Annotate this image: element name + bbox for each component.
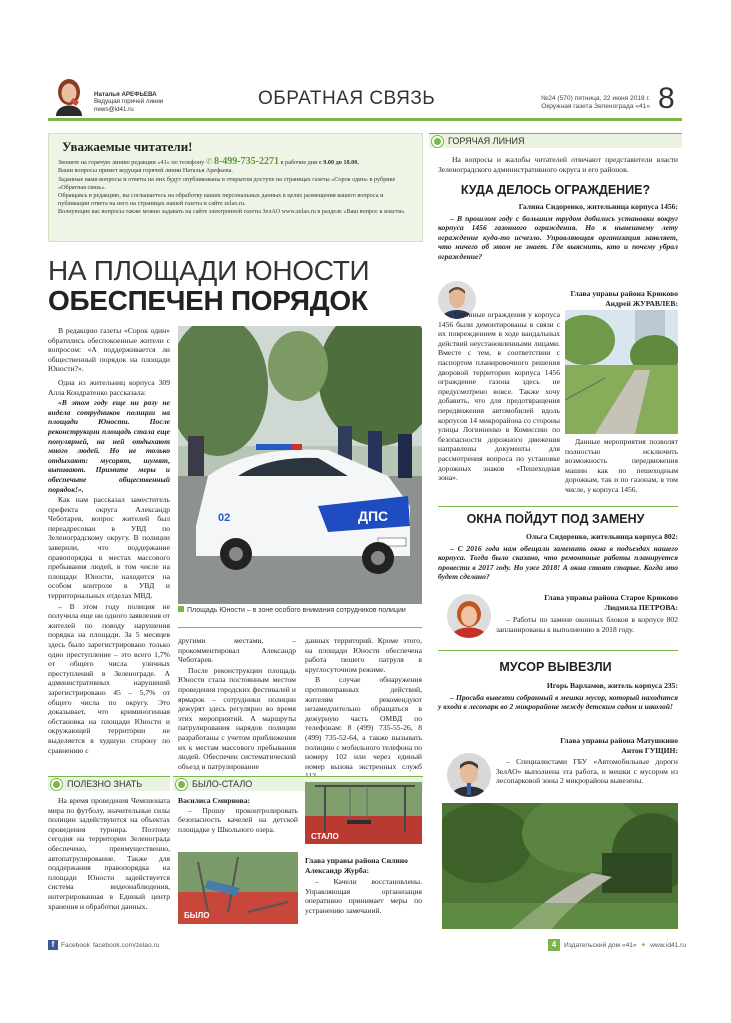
header-rule (48, 118, 682, 121)
lawn-photo (565, 310, 678, 434)
tag-useful: ПОЛЕЗНО ЗНАТЬ (48, 776, 170, 791)
q1-responder-name: Андрей ЖУРАВЛЕВ: (605, 298, 678, 308)
tag-before-after: БЫЛО-СТАЛО (173, 776, 423, 791)
tag-hotline: ГОРЯЧАЯ ЛИНИЯ (429, 133, 682, 148)
tag-dot-icon (432, 136, 443, 147)
publisher-name: Издательский дом «41» (564, 941, 637, 949)
q1-author: Галина Сидоренко, жительница корпуса 1456: (518, 202, 678, 211)
caption-marker (178, 606, 184, 612)
after-label: СТАЛО (311, 832, 339, 841)
tag-dot-icon (176, 779, 187, 790)
q1-title: КУДА ДЕЛОСЬ ОГРАЖДЕНИЕ? (460, 183, 651, 197)
svg-text:02: 02 (218, 512, 231, 524)
publisher-site-link[interactable]: www.id41.ru (650, 941, 687, 949)
notice-line2: Ваши вопросы примет ведущая горячей линии Наталья Арефьева. (58, 167, 233, 174)
q2-title: ОКНА ПОЙДУТ ПОД ЗАМЕНУ (466, 512, 645, 526)
response-text: – Качели восстановлены. Управляющая организация оперативно принимает меры по устранению замечаний. (305, 877, 422, 915)
q3-responder-name: Антон ГУЩИН: (621, 745, 678, 755)
q3-answer: – Специалистами ГБУ «Автомобильные дороги ЗелАО» выполнена эта работа, и мешки с мусором из лесопарковой зоны 2 микрорайона вывезены. (496, 757, 678, 786)
park-photo (442, 803, 678, 929)
hotline-intro: На вопросы и жалобы читателей отвечают представители власти Зеленоградского административного округа и его районов. (438, 155, 678, 174)
hotline-phone[interactable]: 8-499-735-2271 (213, 156, 279, 167)
col2-continuation: другими местами, – прокомментировал Александр Чеботарев. (178, 636, 296, 665)
q2-author: Ольга Сидоренко, жительница корпуса 802: (525, 532, 678, 541)
author-email: news@id41.ru (94, 105, 134, 113)
facebook-link[interactable]: facebook.com/zelao.ru (92, 941, 160, 949)
complainant-name: Василиса Смирнова: (178, 796, 251, 805)
main-article-col3 (305, 636, 422, 782)
facebook-label: Facebook (61, 941, 90, 949)
q1-answer: – Газонные ограждения у корпуса 1456 были демонтированы в связи с их повреждением в ходе вандальных действий неустановленными лицами. Вместе с тем, в соответствии с паспортом планировочного решения дворовой территории корпуса 1456 ограждение газона здесь не предусмотрено вовсе. Также хочу добавить, что для предотвращения передвижения автомобилей вдоль корпусов 14 микрорайона со стороны улицы Логвиненко в Комиссию по безопасности дорожного движения направлены документы для рассмотрения вопроса по установке дорожных знаков «Пешеходная зона». (438, 310, 560, 483)
main-article-col1 (48, 326, 170, 756)
q2-question: – С 2016 года нам обещали заменить окна в подъездах нашего корпуса. Тогда было сказано, что ремонтные работы планируется провести в 2017 году. Но уже 2018! А окна стоят старые. Когда это будет сделано? (438, 543, 678, 582)
petrova-photo (447, 594, 491, 638)
tag-dot-icon (51, 779, 62, 790)
q2-responder-role: Глава управы района Старое Крюково (544, 593, 678, 602)
useful-text: На время проведения Чемпионата мира по футболу, значительные силы полиции задействуются на объектах проведения турнира. Поэтому сегодня на территории Зеленограда обеспечено, преимущественно, автопатрулирование. Также для поддержания правопорядка на площади Юности задействуется система видеонаблюдения, интегрированная в Единый центр хранения и обработки данных. (48, 796, 170, 911)
col3-paragraph: В случае обнаружения противоправных действий, жителям рекомендуют незамедлительно обращаться в дежурную часть ОМВД по телефонам: 8 (499) 735-55-26, 8 (499) 735-52-64, а также вызывать полицию с мобильного телефона по номеру 102 или через единый номер вызова экстренных служб (305, 675, 422, 771)
publisher-logo-icon: 4 (548, 939, 560, 951)
notice-line1: Звоните на горячую линию редакции «41» по телефону (58, 159, 205, 166)
svg-text:ДПС: ДПС (358, 508, 389, 524)
notice-line1b: в рабочие дни (280, 159, 318, 166)
notice-title: Уважаемые читатели! (62, 139, 193, 154)
q1-question: – В прошлом году с большим трудом добились установки вокруг корпуса 1456 газонного ограждения. Но к нынешнему лету ограждение куда-то исчезло. Управляющая организация заявляет, что ничего об этом не знает. Где выяснить, кто и почему убрал ограждение? (438, 213, 678, 261)
notice-line3: Заданные вами вопросы и ответы на них будут опубликованы в открытом доступе на страницах газеты «Сорок один» в рубрике «Обратная связь». (58, 176, 396, 191)
page-number: 8 (658, 82, 675, 115)
official-paragraph: Как нам рассказал заместитель префекта округа Александр Чеботарев, вопрос жителей был переадресован в УВД по Зеленоградскому округу. В полиции заверили, что поддержание правопорядка в местах массового пребывания людей, в том числе на площади Юности, находится на особом контроле в УВД и территориальных отделах МВД. (48, 495, 170, 601)
newspaper-name: Окружная газета Зеленограда «41» (541, 103, 650, 110)
swing-before-photo (178, 852, 298, 924)
q1-responder-role: Глава управы района Крюково (570, 289, 678, 298)
q2-rule (438, 650, 678, 651)
before-label: БЫЛО (184, 911, 210, 920)
resident-intro: Одна из жительниц корпуса 309 Алла Кондратенко рассказала: (48, 377, 170, 397)
col3-continuation: данных территорий. Кроме этого, на площади Юности обеспечена работа пешего патруля в круглосуточном режиме. (305, 636, 422, 674)
notice-line4: Обращаясь в редакцию, вы соглашаетесь на обработку ваших персональных данных в целях размещения вашего вопроса и публикации ответа на него на страницах нашей газеты и сайте zelao.ru. (58, 192, 384, 207)
gushchin-photo (447, 753, 491, 797)
q3-title: МУСОР ВЫВЕЗЛИ (499, 660, 612, 674)
issue-line: №24 (570) пятница, 22 июня 2018 г. (541, 95, 650, 102)
q2-answer: – Работы по замене оконных блоков в корпусе 802 запланированы к выполнению в 2018 году. (496, 615, 678, 634)
q1-rule (438, 506, 678, 507)
section-title: ОБРАТНАЯ СВЯЗЬ (258, 88, 436, 109)
q3-question: – Просьба вывезти собранный в мешки мусор, который находится у входа в лесопарк во 2 микрорайоне между детским садом и школой! (438, 692, 678, 712)
author-role: Ведущая горячей линии (94, 98, 164, 106)
divider-icon: ✦ (640, 942, 647, 949)
responder-name: Глава управы района Силино Александр Журба: (305, 856, 408, 875)
phone-icon: ✆ (205, 157, 213, 166)
complaint-text: – Прошу проконтролировать безопасность качелей на детской площадке у Школьного озера. (178, 805, 298, 834)
col2-paragraph: После реконструкции площадь Юности стала постоянным местом проведения городских фестивалей и ярмарок – сотрудники полиции дежурят здесь регулярно во время этих мероприятий. А маршруты патрулирования нарядов полиции разработаны с учетом приближения их к местам массового пребывания людей. Обеспечен систематический объезд и патрулирование (178, 665, 296, 771)
intro-paragraph: В редакцию газеты «Сорок один» обратились обеспокоенные жители с вопросом: «А поддерживается ли общественный порядок на площади Юности?». (48, 326, 170, 374)
resident-quote: «В этом году еще ни разу не видела сотрудников полиции на площади Юности. После реконструкции площадь стала еще популярней, на ней отдыхают много людей. Но не только отдыхают: мусорят, шумят, выпивают. Примите меры и обеспечьте общественный порядок!». (48, 398, 170, 494)
q1-answer-side: Данные мероприятия позволят полностью исключить возможность передвижения машин как по пешеходным дорожкам, так и по газонам, в том числе, у корпуса 1456. (565, 437, 678, 494)
main-headline-1: НА ПЛОЩАДИ ЮНОСТИ (48, 255, 370, 286)
author-avatar (48, 72, 90, 116)
swing-after-photo (305, 782, 422, 844)
q3-responder-role: Глава управы района Матушкино (560, 736, 678, 745)
q3-author: Игорь Варламов, житель корпуса 235: (546, 681, 678, 690)
hotline-hours: с 9.00 до 18.00. (318, 159, 359, 166)
photo-caption: Площадь Юности – в зоне особого внимания сотрудников полиции (178, 606, 418, 615)
facebook-icon: f (48, 940, 58, 950)
police-car-photo (178, 326, 422, 604)
author-name: Наталья АРЕФЬЕВА (94, 91, 157, 98)
caption-rule (178, 627, 422, 628)
police-paragraph: – В этом году полиция не получила еще ни одного заявления от жителей по поводу нарушения порядка на площади. За 5 месяцев здесь было зарегистрировано только одно преступление – это всего 1,7% от общего числа уличных преступлений в Зеленограде. А административных нарушений зарегистрировано 45 – 5,7% от общего числа по округу. Это доказывает, что криминогенная обстановка на площади Юности и окружающей территории не выделяется в худшую сторону по сравнению с (48, 601, 170, 755)
reader-notice (48, 133, 423, 242)
notice-line5: Волнующие вас вопросы также можно задавать на сайте электронной газеты ЗелАО www.zelao.ru в разделе «Ваш вопрос к власти» (58, 208, 405, 215)
q2-responder-name: Людмила ПЕТРОВА: (604, 602, 678, 612)
main-headline-2: ОБЕСПЕЧЕН ПОРЯДОК (48, 285, 368, 316)
main-article-col2 (178, 636, 296, 772)
